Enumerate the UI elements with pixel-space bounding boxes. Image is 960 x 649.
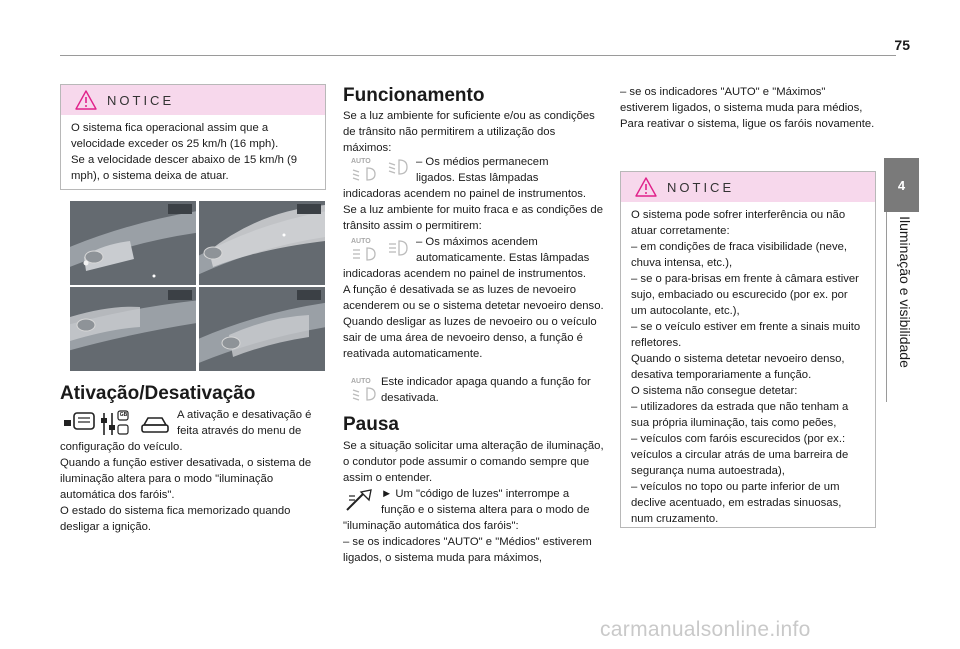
warning-icon-2 [635,177,657,197]
item2-rest: indicadoras acendem no painel de instrumentos. A função é desativada se as luzes de nevoeiro acenderem ou se o sistema detetar nevoeiro denso. Quando desligar as luzes de nevoeiro ou o veículo sair de uma área de nevoeiro denso, a função é reativada automaticamente. [343,268,604,360]
notice-header [61,85,325,115]
auto-low-beam-indicators [343,156,413,184]
auto-label-2: AUTO [351,238,371,245]
photo-low-beam-2 [70,287,196,371]
chapter-title: Iluminação e visibilidade [897,216,913,368]
notice-text: O sistema fica operacional assim que a velocidade exceder os 25 km/h (16 mph). Se a velocidade descer abaixo de 15 km/h (9 mph), o sistema deixa de atuar. [71,122,298,182]
pause-intro: Se a situação solicitar uma alteração de iluminação, o condutor pode assumir o comando sempre que assim o entender. [343,440,604,484]
notice-header-2 [621,172,875,202]
item2-lead: – Os máximos acendem automaticamente. Estas lâmpadas [416,236,590,264]
chapter-rule [886,212,887,402]
activation-icons [60,409,172,439]
item1-rest: indicadoras acendem no painel de instrumentos. Se a luz ambiente for muito fraca e as condições de trânsito assim o permitirem: [343,188,603,232]
photo-low-beam-3 [199,287,325,371]
pause-lead: ► Um "código de luzes" interrompe a função e o sistema altera para o modo de [381,488,590,516]
headlamp-flash-icon-wrap [343,486,377,514]
notice-box-speed [60,84,326,190]
notice-label-2: NOTICE [667,180,735,195]
page-number: 75 [894,37,910,53]
screen-menu-icon [60,409,172,439]
activation-lead: A ativação e desativação é feita através do menu de [177,409,312,437]
header-rule [60,55,896,56]
activation-body: configuração do veículo. Quando a função estiver desativada, o sistema de iluminação altera para o modo "iluminação automática dos faróis". O estado do sistema fica memorizado quando desligar a ignição. [60,441,312,533]
operation-intro: Se a luz ambiente for suficiente e/ou as condições de trânsito não permitirem a utilização dos máximos: [343,110,595,154]
gb-badge: GB [119,412,128,418]
photo-high-beam-1 [199,201,325,285]
photo-low-beam-1 [70,201,196,285]
heading-pause: Pausa [343,414,399,435]
headlamp-flash-icon [343,486,377,514]
heading-activation: Ativação/Desativação [60,383,256,404]
auto-label-3: AUTO [351,378,371,385]
auto-indicator [343,376,379,404]
notice-label: NOTICE [107,93,175,108]
heading-operation: Funcionamento [343,85,485,106]
watermark: carmanualsonline.info [600,618,811,641]
item1-lead: – Os médios permanecem ligados. Estas lâmpadas [416,156,549,184]
col3-continuation: – se os indicadores "AUTO" e "Máximos" estiverem ligados, o sistema muda para médios, Para reativar o sistema, ligue os faróis novamente. [620,86,875,130]
notice-text-2: O sistema pode sofrer interferência ou não atuar corretamente: – em condições de fraca visibilidade (neve, chuva intensa, etc.), – se o para-brisas em frente à câmara estiver sujo, embaciado ou escurecido (por ex. por um autocolante, etc.), – se o veículo estiver em frente a sinais muito refletores. Quando o sistema detetar nevoeiro denso, desativa temporariamente a função. O sistema não consegue detetar: – utilizadores da estrada que não tenham a sua própria iluminação, tais como peões, – veículos com faróis escurecidos (por ex.: veículos a circular atrás de uma barreira de segurança numa autoestrada), – veículos no topo ou parte inferior de um declive acentuado, em estradas sinuosas, num cruzamento. [631,209,861,525]
warning-icon [75,90,97,110]
pause-rest: "iluminação automática dos faróis": – se os indicadores "AUTO" e "Médios" estiverem ligados, o sistema muda para máximos, [343,520,592,564]
auto-label: AUTO [351,158,371,165]
auto-high-beam-indicators [343,236,413,264]
chapter-tab: 4 [884,158,919,212]
item3-lead: Este indicador apaga quando a função for desativada. [381,376,591,404]
notice-box-limitations [620,171,876,528]
